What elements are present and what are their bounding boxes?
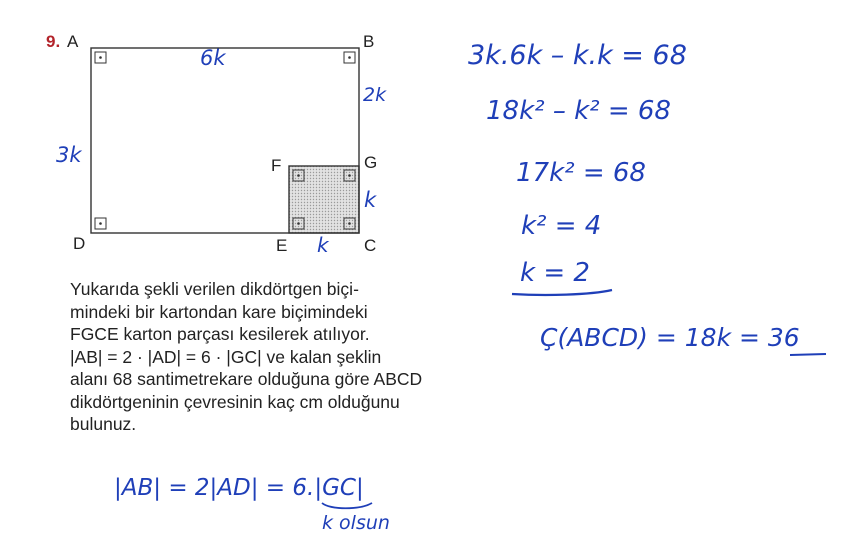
side-mark-k-bottom: k [317, 233, 329, 257]
statement-line: Yukarıda şekli verilen dikdörtgen biçi- [70, 279, 359, 299]
statement-line: bulunuz. [70, 414, 137, 434]
solution-line-2: 18k² – k² = 68 [486, 96, 671, 126]
vertex-label-g: G [364, 153, 378, 172]
vertex-label-e: E [276, 236, 288, 255]
vertex-label-f: F [271, 156, 282, 175]
vertex-label-a: A [67, 32, 79, 51]
vertex-label-c: C [364, 236, 377, 255]
underline-36 [790, 354, 826, 355]
side-mark-2k: 2k [363, 84, 387, 106]
problem-statement [70, 278, 540, 436]
solution-line-3: 17k² = 68 [516, 158, 646, 188]
side-mark-6k: 6k [200, 46, 226, 70]
statement-line: dikdörtgeninin çevresinin kaç cm olduğunu [70, 391, 400, 412]
solution-line-5: k = 2 [520, 258, 590, 288]
statement-line: FGCE karton parçası kesilerek atılıyor. [70, 324, 370, 344]
vertex-label-d: D [73, 234, 86, 253]
statement-line: alanı 68 santimetrekare olduğuna göre ABCD [70, 369, 423, 389]
question-number: 9. [46, 32, 61, 51]
side-mark-k-right: k [364, 188, 377, 212]
bottom-note: k olsun [322, 512, 390, 534]
bottom-equation: |AB| = 2|AD| = 6.|GC| [114, 475, 364, 501]
brace-under-gc [322, 503, 372, 508]
statement-line: |AB| = 2 · |AD| = 6 · |GC| ve kalan şeklin [70, 346, 382, 367]
statement-line: mindeki bir kartondan kare biçimindeki [70, 301, 368, 322]
perimeter-line: Ç(ABCD) = 18k = 36 [540, 323, 800, 352]
solution-line-1: 3k.6k – k.k = 68 [468, 40, 687, 71]
solution-line-4: k² = 4 [521, 211, 602, 241]
vertex-label-b: B [363, 32, 375, 51]
side-mark-3k: 3k [56, 143, 82, 167]
